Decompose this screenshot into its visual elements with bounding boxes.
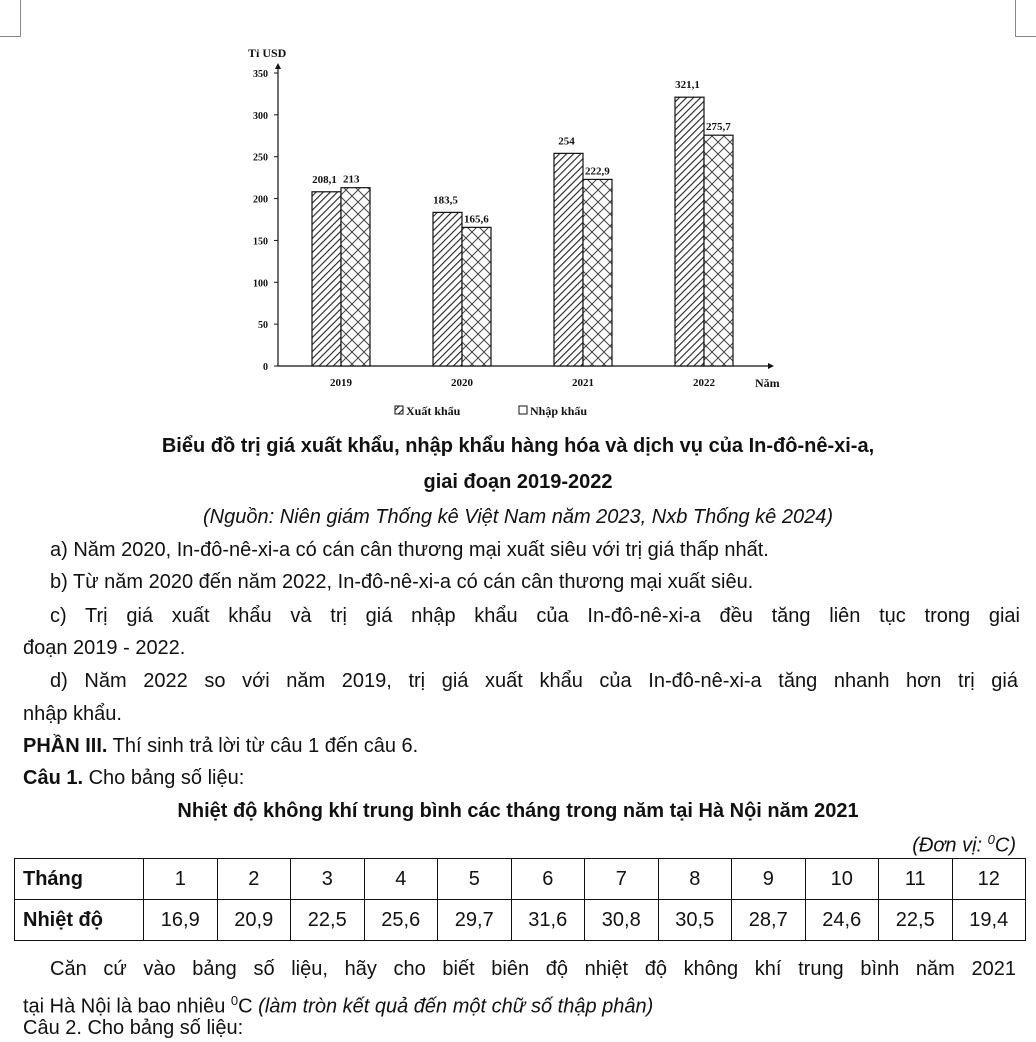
unit-suffix: C) [994, 834, 1016, 857]
bar-import [583, 179, 612, 366]
legend-label-import: Nhập khẩu [530, 404, 588, 418]
y-tick-label: 200 [253, 194, 268, 206]
bar-export [312, 192, 341, 366]
x-axis-title: Năm [755, 376, 780, 390]
data-label-export: 208,1 [312, 173, 337, 186]
temp-cell: 31,6 [511, 900, 585, 941]
y-axis-title: Tỉ USD [248, 46, 287, 60]
x-tick-label: 2021 [572, 377, 594, 389]
question1-label: Câu 1. [23, 767, 84, 789]
statement-d-line2: nhập khẩu. [23, 703, 122, 725]
data-label-export: 183,5 [433, 194, 458, 207]
y-tick-label: 150 [253, 236, 268, 248]
month-cell: 7 [585, 859, 659, 900]
month-cell: 10 [805, 859, 879, 900]
month-cell: 6 [511, 859, 585, 900]
month-cell: 11 [879, 859, 953, 900]
month-cell: 5 [438, 859, 512, 900]
question1-prompt-line1: Căn cứ vào bảng số liệu, hãy cho biết biên độ nhiệt độ không khí trung bình năm 2021 [50, 958, 1016, 980]
temp-cell: 19,4 [952, 900, 1026, 941]
unit-prefix: (Đơn vị: [912, 834, 988, 857]
question1-line [23, 764, 1013, 792]
row-label-temp: Nhiệt độ [15, 900, 144, 941]
bar-export [675, 97, 704, 366]
month-cell: 4 [364, 859, 438, 900]
legend-swatch-import [519, 406, 527, 414]
statement-b: b) Từ năm 2020 đến năm 2022, In-đô-nê-xi-a có cán cân thương mại xuất siêu. [50, 571, 754, 593]
month-cell: 3 [291, 859, 365, 900]
bar-import [341, 188, 370, 366]
x-axis-arrow [768, 363, 774, 369]
y-tick-label: 100 [253, 278, 268, 290]
data-label-import: 275,7 [706, 121, 731, 134]
statement-d-line1: d) Năm 2022 so với năm 2019, trị giá xuất khẩu của In-đô-nê-xi-a tăng nhanh hơn trị giá [50, 670, 1018, 692]
page-corner-mark-left [0, 0, 21, 37]
data-label-import: 213 [343, 173, 360, 186]
y-tick-label: 0 [263, 362, 268, 373]
bar-import [462, 227, 491, 366]
question2-cutoff [23, 1014, 1013, 1042]
page-corner-mark-right [1015, 0, 1036, 37]
legend [395, 404, 587, 418]
data-label-export: 321,1 [675, 79, 700, 92]
table-row-temps [15, 900, 1026, 941]
data-label-import: 222,9 [585, 165, 610, 178]
chart-title-line1: Biểu đồ trị giá xuất khẩu, nhập khẩu hàng hóa và dịch vụ của In-đô-nê-xi-a, [161, 435, 875, 457]
temp-cell: 22,5 [879, 900, 953, 941]
temp-cell: 30,8 [585, 900, 659, 941]
y-tick-label: 50 [258, 320, 268, 332]
row-label-month: Tháng [15, 859, 144, 900]
table-row-months [15, 859, 1026, 900]
temp-cell: 28,7 [732, 900, 806, 941]
table-unit [0, 826, 1016, 860]
y-axis-arrow [275, 63, 281, 69]
unit-degree-mark: 0 [987, 832, 995, 847]
part3-heading: PHẦN III. [23, 735, 108, 757]
month-cell: 12 [952, 859, 1026, 900]
part3-line [23, 732, 1013, 760]
y-tick-label: 350 [253, 69, 268, 80]
month-cell: 2 [217, 859, 291, 900]
prompt-rounding-note: (làm tròn kết quả đến một chữ số thập phân) [252, 995, 654, 1018]
bar-export [554, 153, 583, 366]
bar-export [433, 212, 462, 366]
data-label-import: 165,6 [464, 213, 489, 226]
chart-bars [312, 79, 733, 389]
prompt-text: tại Hà Nội là bao nhiêu [23, 995, 231, 1018]
chart-source: (Nguồn: Niên giám Thống kê Việt Nam năm 2023, Nxb Thống kê 2024) [203, 506, 833, 528]
temperature-table [14, 858, 1026, 941]
part3-instruction: Thí sinh trả lời từ câu 1 đến câu 6. [107, 735, 419, 757]
temp-cell: 30,5 [658, 900, 732, 941]
temp-cell: 22,5 [291, 900, 365, 941]
temp-cell: 29,7 [438, 900, 512, 941]
data-label-export: 254 [558, 135, 575, 148]
question1-text: Cho bảng số liệu: [83, 767, 245, 789]
bar-chart [220, 40, 820, 425]
temp-cell: 20,9 [217, 900, 291, 941]
month-cell: 8 [658, 859, 732, 900]
statement-c-line1: c) Trị giá xuất khẩu và trị giá nhập khẩu của In-đô-nê-xi-a đều tăng liên tục trong giai [50, 605, 1020, 627]
prompt-unit: C [238, 995, 253, 1018]
prompt-degree-mark: 0 [230, 993, 239, 1008]
y-tick-label: 300 [253, 110, 268, 122]
chart-title-line2: giai đoạn 2019-2022 [423, 471, 613, 493]
legend-swatch-export [395, 406, 403, 414]
question2-partial-text: Câu 2. Cho bảng số liệu: [23, 1017, 244, 1039]
statement-c-line2: đoạn 2019 - 2022. [23, 637, 186, 659]
bar-import [704, 135, 733, 366]
legend-label-export: Xuất khẩu [406, 404, 461, 418]
temp-cell: 25,6 [364, 900, 438, 941]
x-tick-label: 2020 [451, 377, 473, 389]
month-cell: 1 [144, 859, 218, 900]
month-cell: 9 [732, 859, 806, 900]
table-title: Nhiệt độ không khí trung bình các tháng trong năm tại Hà Nội năm 2021 [177, 800, 859, 822]
temp-cell: 16,9 [144, 900, 218, 941]
temp-cell: 24,6 [805, 900, 879, 941]
x-tick-label: 2019 [330, 377, 352, 389]
y-tick-label: 250 [253, 152, 268, 164]
x-tick-label: 2022 [693, 377, 715, 389]
statement-a: a) Năm 2020, In-đô-nê-xi-a có cán cân thương mại xuất siêu với trị giá thấp nhất. [50, 539, 769, 561]
